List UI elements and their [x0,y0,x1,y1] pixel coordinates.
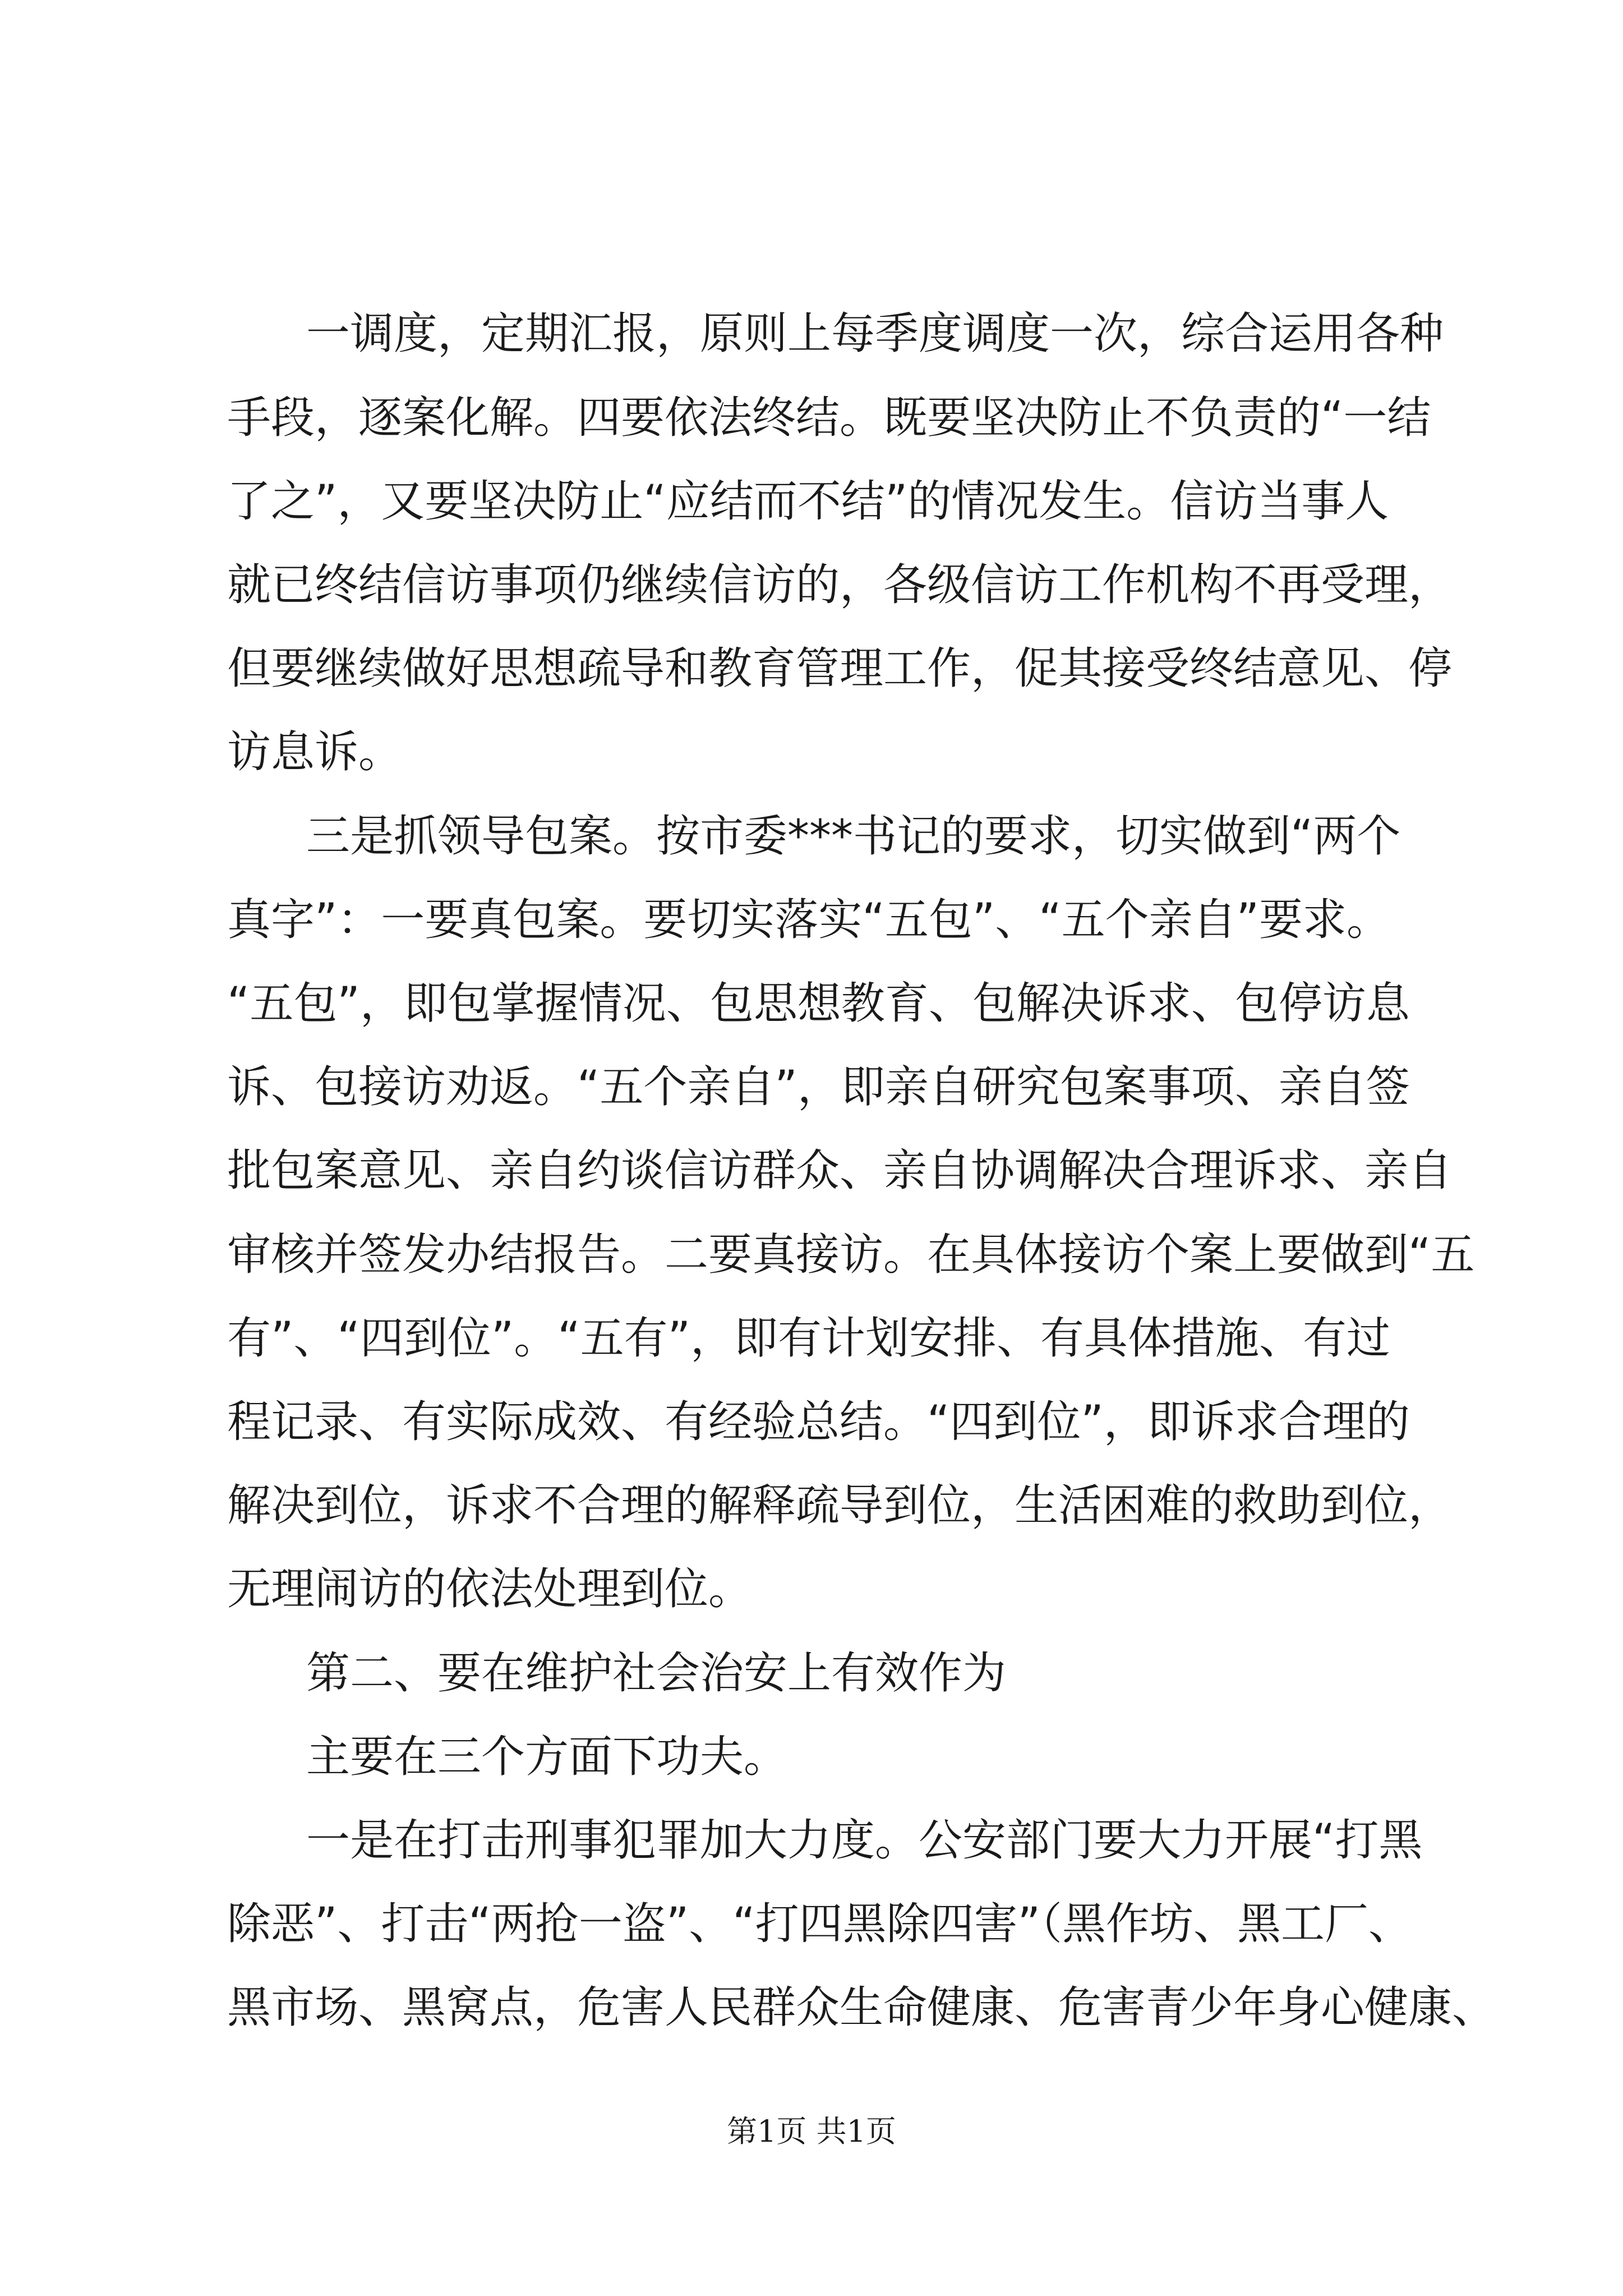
text-line: 手段，逐案化解。四要依法终结。既要坚决防止不负责的“一结 [227,393,1431,443]
text-line: 有”、“四到位”。“五有”，即有计划安排、有具体措施、有过 [227,1313,1391,1364]
text-line: 真字”：一要真包案。要切实落实“五包”、“五个亲自”要求。 [227,895,1391,945]
text-line: 批包案意见、亲自约谈信访群众、亲自协调解决合理诉求、亲自 [227,1145,1453,1196]
text-line: 但要继续做好思想疏导和教育管理工作，促其接受终结意见、停 [227,643,1453,694]
text-line: 审核并签发办结报告。二要真接访。在具体接访个案上要做到“五 [227,1230,1475,1280]
text-line: 黑市场、黑窝点，危害人民群众生命健康、危害青少年身心健康、 [227,1982,1496,2033]
text-line: 除恶”、打击“两抢一盗”、“打四黑除四害”（黑作坊、黑工厂、 [227,1899,1413,1949]
text-line: 三是抓领导包案。按市委***书记的要求，切实做到“两个 [306,811,1401,862]
text-line: 访息诉。 [227,727,403,777]
text-line: 程记录、有实际成效、有经验总结。“四到位”，即诉求合理的 [227,1397,1410,1447]
text-line: 一是在打击刑事犯罪加大力度。公安部门要大力开展“打黑 [306,1815,1423,1866]
page-footer: 第1页 共1页 [727,2114,896,2149]
section-heading: 第二、要在维护社会治安上有效作为 [306,1648,1007,1699]
text-line: “五包”，即包掌握情况、包思想教育、包解决诉求、包停访息 [227,978,1410,1029]
text-line: 主要在三个方面下功夫。 [306,1732,788,1782]
text-line: 无理闹访的依法处理到位。 [227,1564,753,1614]
text-line: 诉、包接访劝返。“五个亲自”，即亲自研究包案事项、亲自签 [227,1062,1410,1112]
text-line: 解决到位，诉求不合理的解释疏导到位，生活困难的救助到位， [227,1480,1453,1531]
text-line: 就已终结信访事项仍继续信访的，各级信访工作机构不再受理， [227,560,1453,610]
text-line: 一调度，定期汇报，原则上每季度调度一次，综合运用各种 [306,309,1444,359]
text-line: 了之”，又要坚决防止“应结而不结”的情况发生。信访当事人 [227,476,1389,527]
